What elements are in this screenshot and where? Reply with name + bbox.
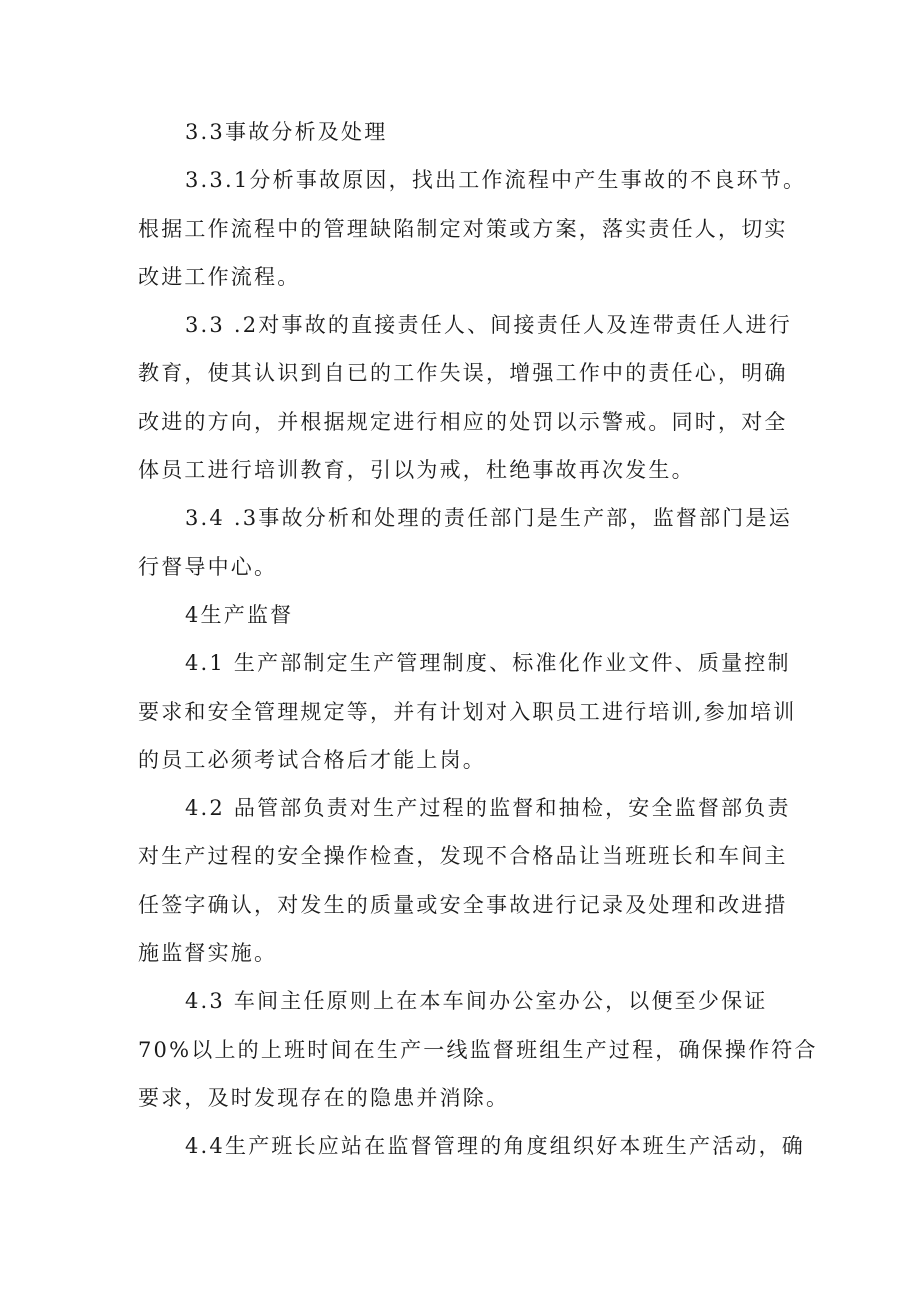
section-heading-3-3	[138, 108, 793, 156]
paragraph-4-4	[138, 1122, 805, 1170]
text-line: 3.3事故分析及处理	[185, 120, 388, 144]
text-line: 4生产监督	[185, 602, 294, 627]
text-line: 根据工作流程中的管理缺陷制定对策或方案，落实责任人，切实	[138, 216, 788, 241]
text-line: 教育，使其认识到自已的工作失误，增强工作中的责任心，明确	[138, 361, 788, 386]
text-line: 3.3.1分析事故原因，找出工作流程中产生事故的不良环节。	[185, 168, 807, 193]
text-line: 任签字确认，对发生的质量或安全事故进行记录及处理和改进措	[138, 892, 788, 917]
text-line: 3.3 .2对事故的直接责任人、间接责任人及连带责任人进行	[185, 313, 792, 338]
text-line: 4.3 车间主任原则上在本车间办公室办公，以便至少保证	[185, 989, 768, 1014]
paragraph-4-3	[138, 977, 818, 1122]
text-line: 对生产过程的安全操作检查，发现不合格品让当班班长和车间主	[138, 844, 788, 869]
text-line: 施监督实施。	[138, 941, 278, 966]
document-body	[138, 108, 818, 1171]
text-line: 改进的方向，并根据规定进行相应的处罚以示警戒。同时，对全	[138, 409, 788, 434]
paragraph-4-2	[138, 784, 793, 977]
text-line: 4.1 生产部制定生产管理制度、标准化作业文件、质量控制	[185, 651, 791, 676]
paragraph-3-3-1	[138, 156, 807, 301]
paragraph-3-3-2	[138, 301, 793, 494]
paragraph-4-1	[138, 639, 797, 784]
text-line: 的员工必须考试合格后才能上岗。	[138, 747, 486, 772]
text-line: 要求和安全管理规定等，并有计划对入职员工进行培训,参加培训	[138, 699, 797, 724]
text-line: 改进工作流程。	[138, 264, 301, 289]
text-line: 行督导中心。	[138, 554, 278, 579]
text-line: 70%以上的上班时间在生产一线监督班组生产过程，确保操作符合	[138, 1037, 818, 1062]
text-line: 体员工进行培训教育，引以为戒，杜绝事故再次发生。	[138, 458, 695, 483]
text-line: 要求，及时发现存在的隐患并消除。	[138, 1085, 510, 1110]
section-heading-4	[138, 591, 793, 639]
text-line: 4.4生产班长应站在监督管理的角度组织好本班生产活动，确	[185, 1134, 805, 1159]
paragraph-3-4-3	[138, 494, 793, 591]
text-line: 3.4 .3事故分析和处理的责任部门是生产部，监督部门是运	[185, 506, 792, 531]
text-line: 4.2 品管部负责对生产过程的监督和抽检，安全监督部负责	[185, 796, 791, 821]
